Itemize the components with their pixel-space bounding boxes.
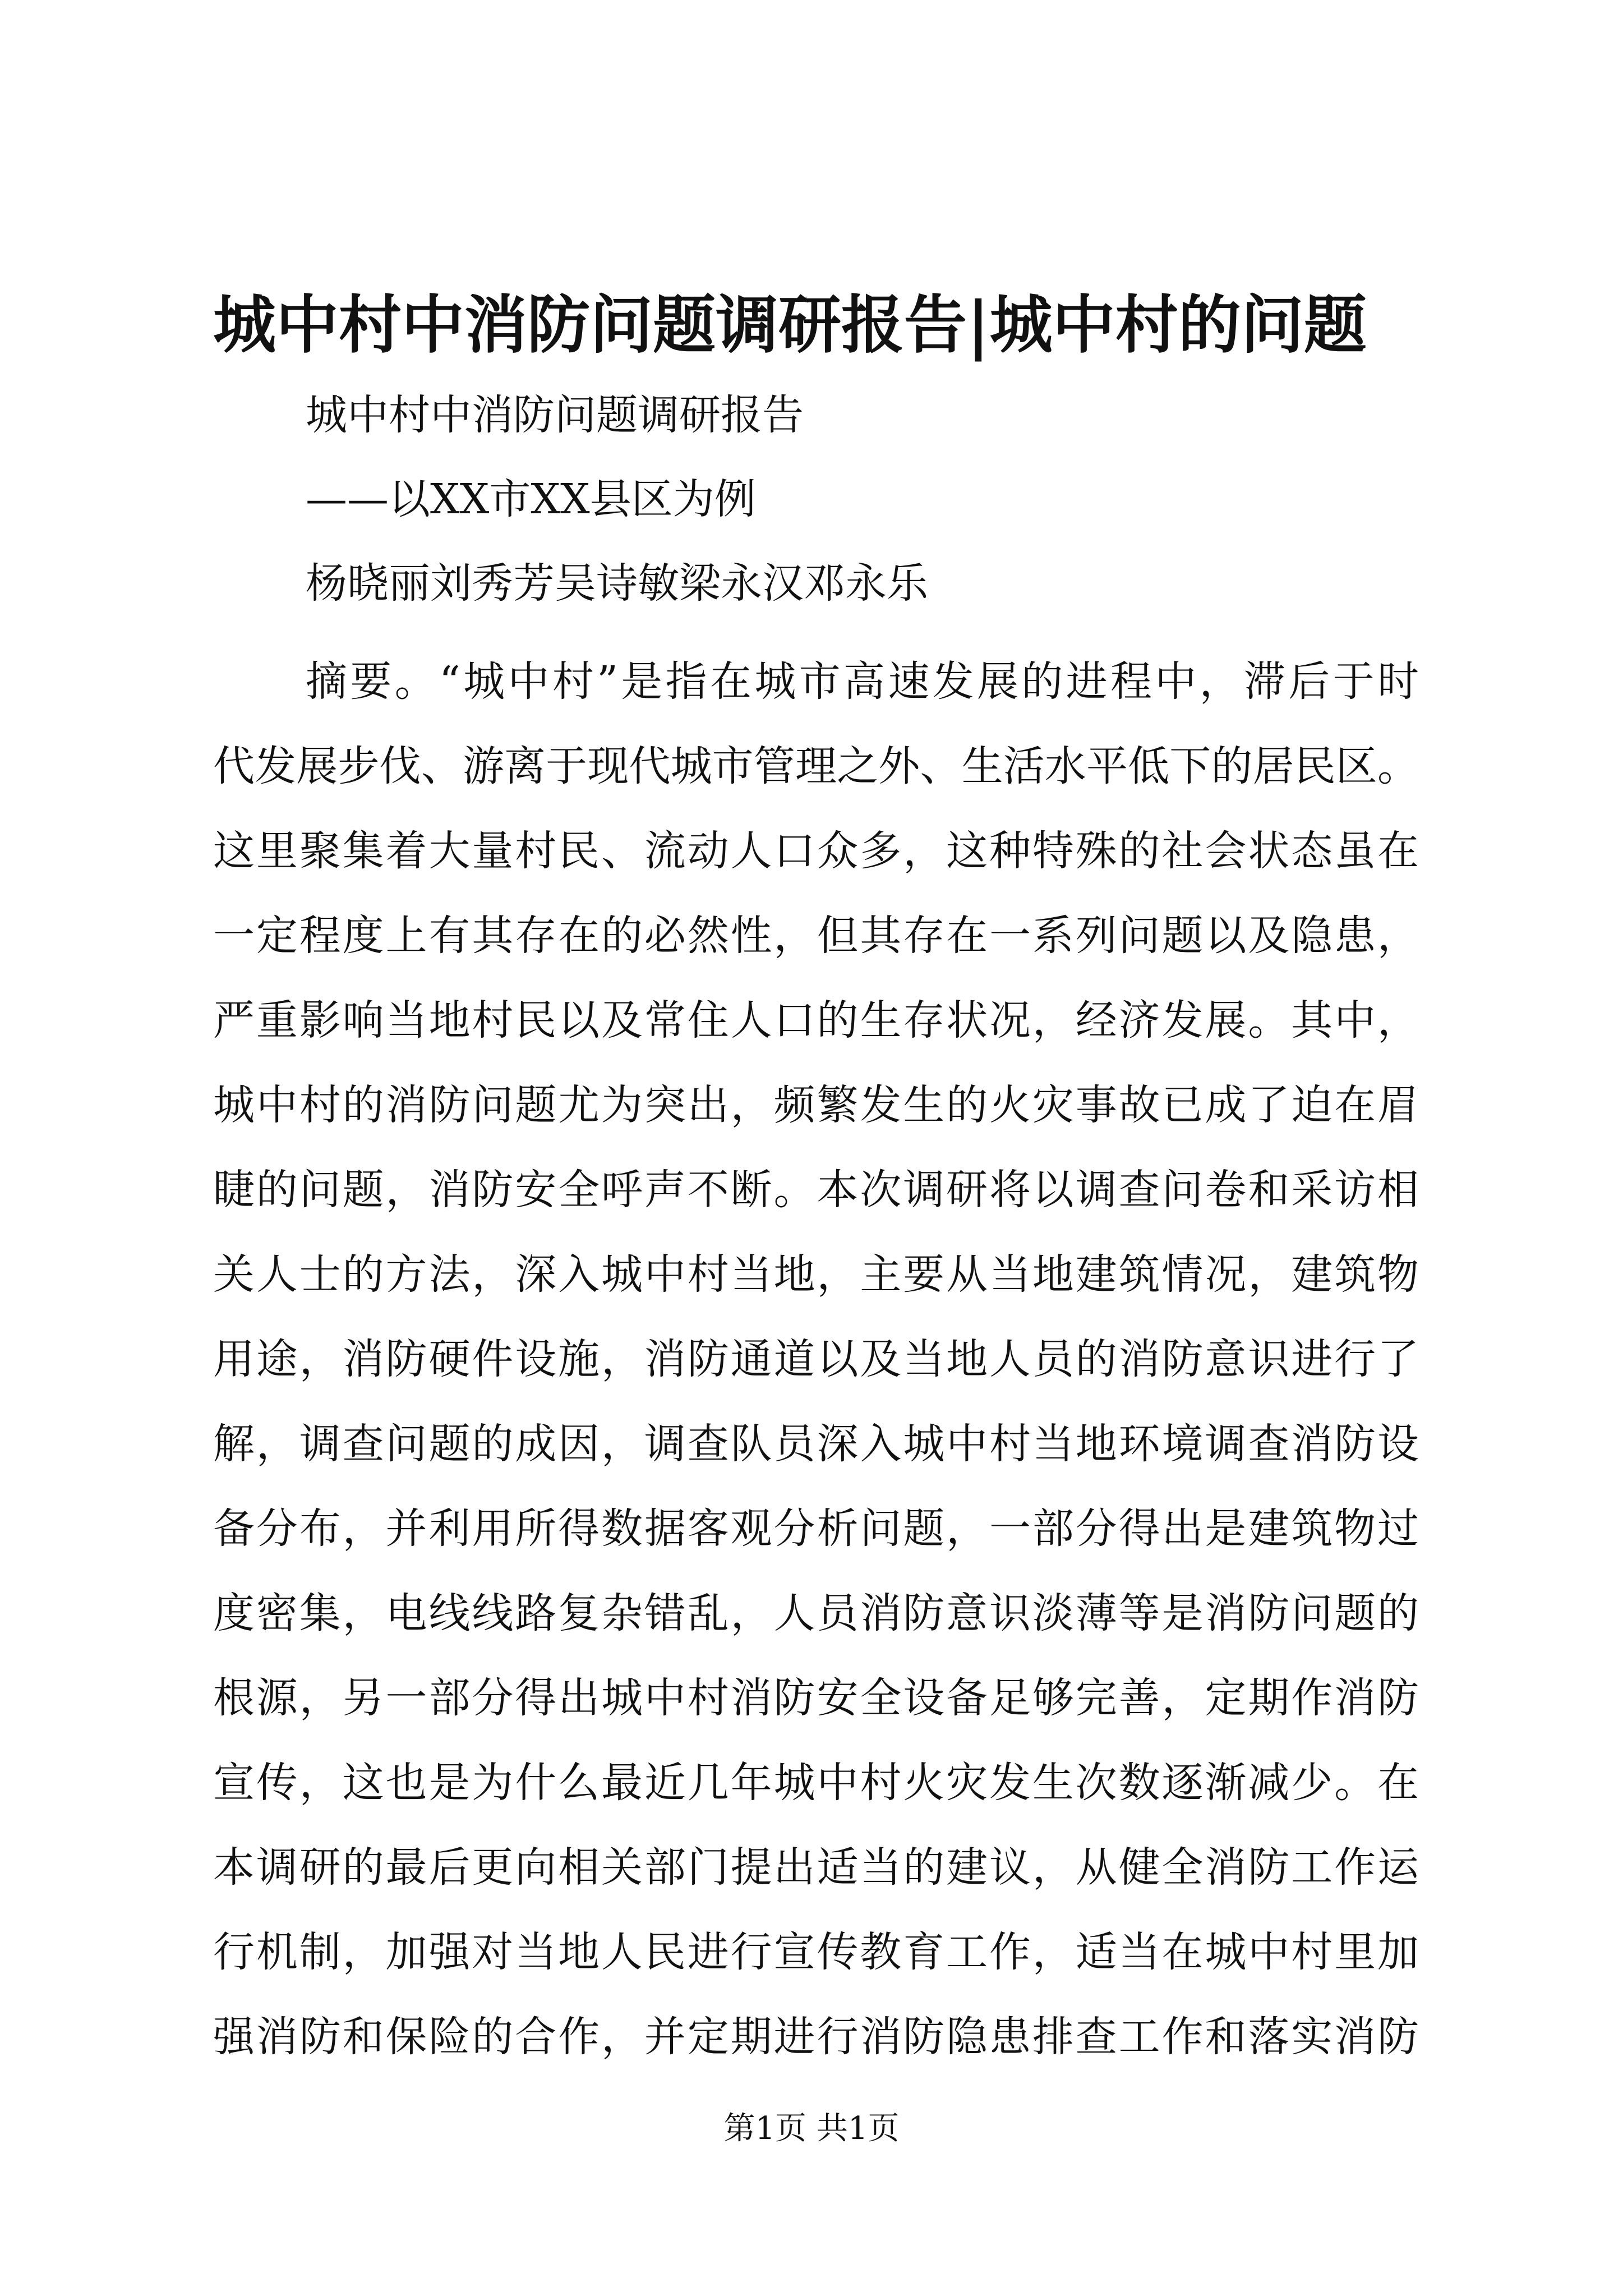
- abstract-line: 严重影响当地村民以及常住人口的生存状况，经济发展。其中，: [213, 996, 1419, 1045]
- case-note: ——以XX市XX县区为例: [306, 475, 756, 523]
- document-title: 城中村中消防问题调研报告|城中村的问题: [213, 288, 1367, 362]
- abstract-line: 摘要。“城中村”是指在城市高速发展的进程中，滞后于时: [306, 657, 1419, 706]
- abstract-line: 一定程度上有其存在的必然性，但其存在一系列问题以及隐患，: [213, 912, 1419, 960]
- abstract-line: 行机制，加强对当地人民进行宣传教育工作，适当在城中村里加: [213, 1928, 1419, 1976]
- abstract-line: 城中村的消防问题尤为突出，频繁发生的火灾事故已成了迫在眉: [213, 1081, 1419, 1129]
- abstract-line: 本调研的最后更向相关部门提出适当的建议，从健全消防工作运: [213, 1843, 1419, 1892]
- abstract-line: 用途，消防硬件设施，消防通道以及当地人员的消防意识进行了: [213, 1335, 1419, 1383]
- abstract-line: 代发展步伐、游离于现代城市管理之外、生活水平低下的居民区。: [213, 742, 1419, 790]
- abstract-line: 睫的问题，消防安全呼声不断。本次调研将以调查问卷和采访相: [213, 1166, 1419, 1214]
- abstract-line: 关人士的方法，深入城中村当地，主要从当地建筑情况，建筑物: [213, 1250, 1419, 1299]
- abstract-line: 度密集，电线线路复杂错乱，人员消防意识淡薄等是消防问题的: [213, 1589, 1419, 1637]
- page-number-footer: 第1页 共1页: [723, 2110, 900, 2147]
- abstract-paragraph: [213, 639, 1419, 2079]
- abstract-line: 强消防和保险的合作，并定期进行消防隐患排查工作和落实消防: [213, 2013, 1419, 2061]
- abstract-line: 这里聚集着大量村民、流动人口众多，这种特殊的社会状态虽在: [213, 827, 1419, 875]
- authors-line: 杨晓丽刘秀芳吴诗敏梁永汉邓永乐: [306, 559, 928, 608]
- abstract-line: 备分布，并利用所得数据客观分析问题，一部分得出是建筑物过: [213, 1504, 1419, 1553]
- abstract-line: 根源，另一部分得出城中村消防安全设备足够完善，定期作消防: [213, 1674, 1419, 1722]
- abstract-line: 解，调查问题的成因，调查队员深入城中村当地环境调查消防设: [213, 1420, 1419, 1468]
- abstract-line: 宣传，这也是为什么最近几年城中村火灾发生次数逐渐减少。在: [213, 1759, 1419, 1807]
- report-subtitle: 城中村中消防问题调研报告: [306, 391, 804, 439]
